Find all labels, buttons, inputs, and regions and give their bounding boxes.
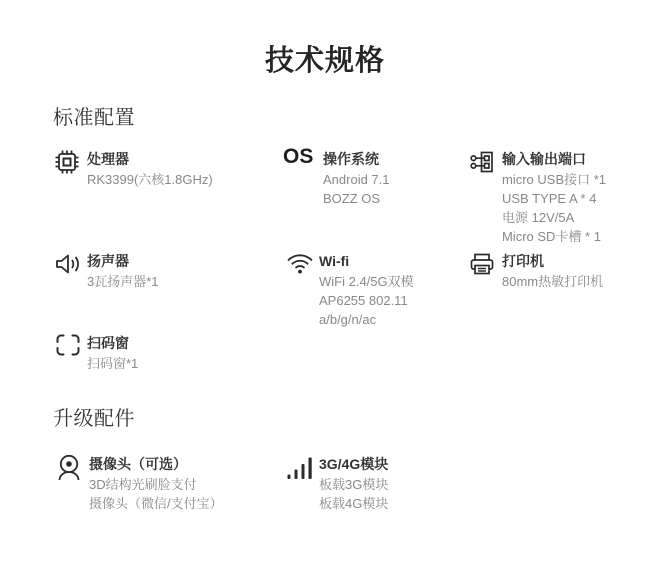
item-title: 3G/4G模块: [319, 456, 389, 472]
item-title: 扫码窗: [87, 335, 129, 351]
page-title: 技术规格: [264, 45, 385, 77]
item-detail-line: 板载4G模块: [319, 496, 389, 511]
item-detail-line: 摄像头（微信/支付宝）: [89, 496, 223, 511]
item-detail-line: 80mm热敏打印机: [502, 274, 604, 289]
webcam-icon: [55, 453, 85, 483]
cpu-icon: [53, 148, 83, 176]
item-text: [319, 250, 414, 329]
item-detail-line: RK3399(六核1.8GHz): [87, 172, 213, 187]
wifi-icon: [285, 250, 315, 276]
item-title: 操作系统: [323, 151, 379, 167]
item-title: 摄像头（可选）: [89, 456, 187, 472]
section-heading-upgrade: 升级配件: [53, 408, 135, 430]
item-detail-line: WiFi 2.4/5G双模: [319, 274, 414, 289]
item-text: [502, 148, 606, 246]
spec-item-speaker: [53, 250, 159, 291]
item-title: 扬声器: [87, 253, 129, 269]
item-text: [87, 148, 213, 189]
item-detail-line: BOZZ OS: [323, 191, 381, 206]
spec-item-scanner: [53, 332, 138, 373]
spec-item-ports: [468, 148, 606, 246]
speaker-icon: [53, 250, 83, 278]
item-detail-line: micro USB接口 *1: [502, 172, 607, 187]
spec-item-camera: [55, 453, 223, 513]
item-detail-line: AP6255 802.11: [319, 293, 408, 308]
io-ports-icon: [468, 148, 498, 176]
item-detail-line: Micro SD卡槽 * 1: [502, 229, 601, 244]
item-detail-line: 扫码窗*1: [87, 356, 139, 371]
item-detail-line: Android 7.1: [323, 172, 390, 187]
section-heading-standard: 标准配置: [53, 107, 135, 129]
item-detail-line: USB TYPE A * 4: [502, 191, 597, 206]
spec-item-cpu: [53, 148, 213, 189]
item-title: 打印机: [502, 253, 544, 269]
item-text: [87, 332, 138, 373]
item-detail-line: 3瓦扬声器*1: [87, 274, 159, 289]
item-text: [502, 250, 603, 291]
item-detail-line: a/b/g/n/ac: [319, 312, 377, 327]
spec-item-wifi: [285, 250, 414, 329]
spec-item-printer: [468, 250, 603, 291]
item-detail-line: 3D结构光刷脸支付: [89, 477, 197, 492]
scan-window-icon: [53, 332, 83, 358]
item-title: Wi-fi: [319, 253, 350, 269]
printer-icon: [468, 250, 498, 278]
signal-bars-icon: [285, 453, 315, 481]
spec-item-os: [283, 145, 390, 208]
item-text: [319, 453, 388, 513]
item-title: 输入输出端口: [502, 151, 586, 167]
spec-item-cellular: [285, 453, 388, 513]
item-text: [87, 250, 159, 291]
item-detail-line: 板载3G模块: [319, 477, 389, 492]
item-detail-line: 电源 12V/5A: [502, 210, 575, 225]
item-text: [89, 453, 223, 513]
os-text-icon: OS: [283, 145, 314, 168]
item-text: [323, 148, 390, 208]
item-title: 处理器: [87, 151, 129, 167]
